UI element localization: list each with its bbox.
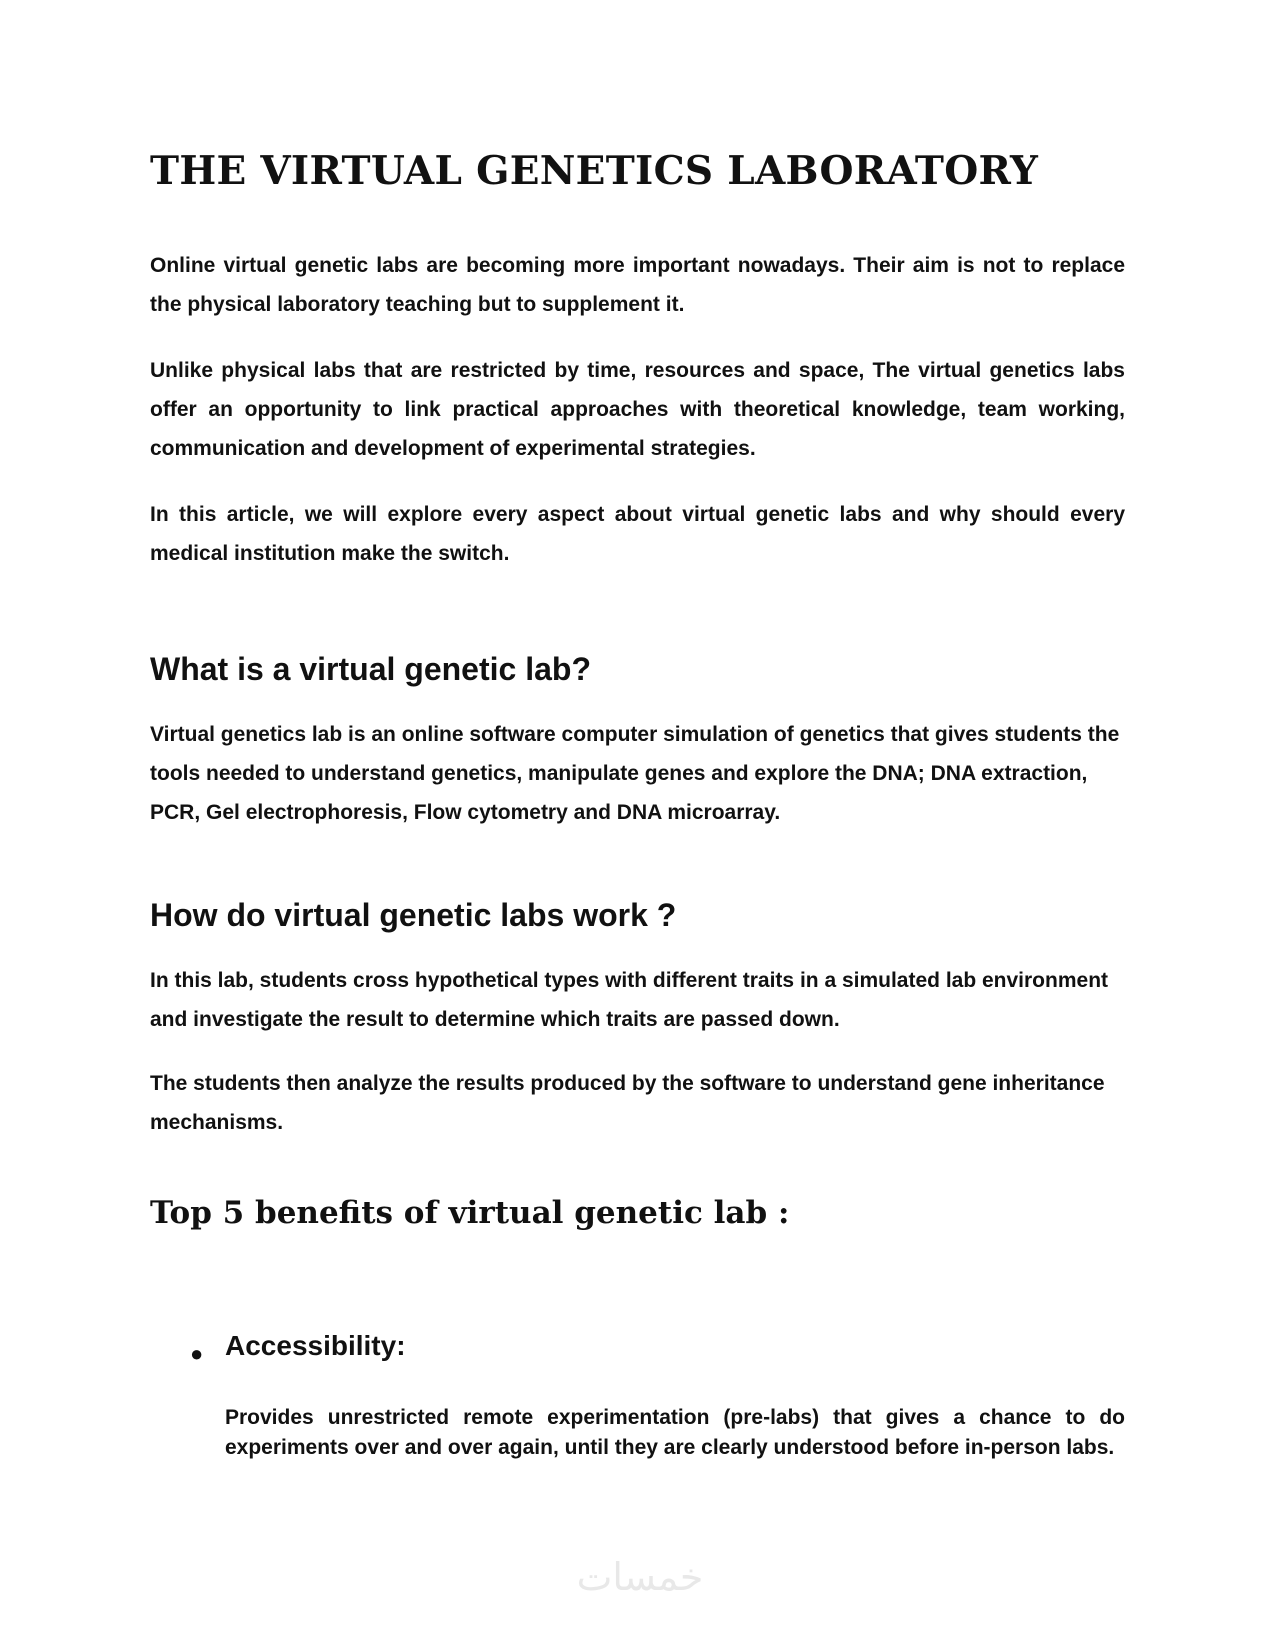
intro-paragraph-2: Unlike physical labs that are restricted by time, resources and space, The virtual genetics labs offer an opportunity to link practical approaches with theoretical knowledge, team working, communication and development of experimental strategies. xyxy=(150,359,1125,460)
section-how-work-paragraph-1: In this lab, students cross hypothetical types with different traits in a simulated lab environment and investigate the result to determine which traits are passed down. xyxy=(150,969,1109,1031)
section-what-is-paragraph: Virtual genetics lab is an online software computer simulation of genetics that gives students the tools needed to understand genetics, manipulate genes and explore the DNA; DNA extraction, PCR, Gel electrophoresis, Flow cytometry and DNA microarray. xyxy=(150,723,1120,824)
section-how-work-paragraph-2: The students then analyze the results produced by the software to understand gene inheritance mechanisms. xyxy=(150,1072,1105,1134)
section-heading-what-is: What is a virtual genetic lab? xyxy=(150,651,591,687)
bullet-dot-icon: ● xyxy=(190,1341,204,1366)
intro-paragraph-3: In this article, we will explore every aspect about virtual genetic labs and why should every medical institution make the switch. xyxy=(150,503,1125,565)
benefit-title-accessibility: Accessibility: xyxy=(225,1330,406,1361)
section-heading-how-work: How do virtual genetic labs work ? xyxy=(150,897,677,933)
benefit-body-accessibility: Provides unrestricted remote experimentation (pre-labs) that gives a chance to do experiments over and over again, until they are clearly understood before in-person labs. xyxy=(225,1406,1125,1459)
intro-paragraph-1: Online virtual genetic labs are becoming more important nowadays. Their aim is not to replace the physical laboratory teaching but to supplement it. xyxy=(150,254,1125,316)
watermark-logo: خمسات xyxy=(576,1555,704,1599)
section-heading-benefits: Top 5 benefits of virtual genetic lab : xyxy=(150,1195,790,1231)
document-title: THE VIRTUAL GENETICS LABORATORY xyxy=(150,148,1039,194)
